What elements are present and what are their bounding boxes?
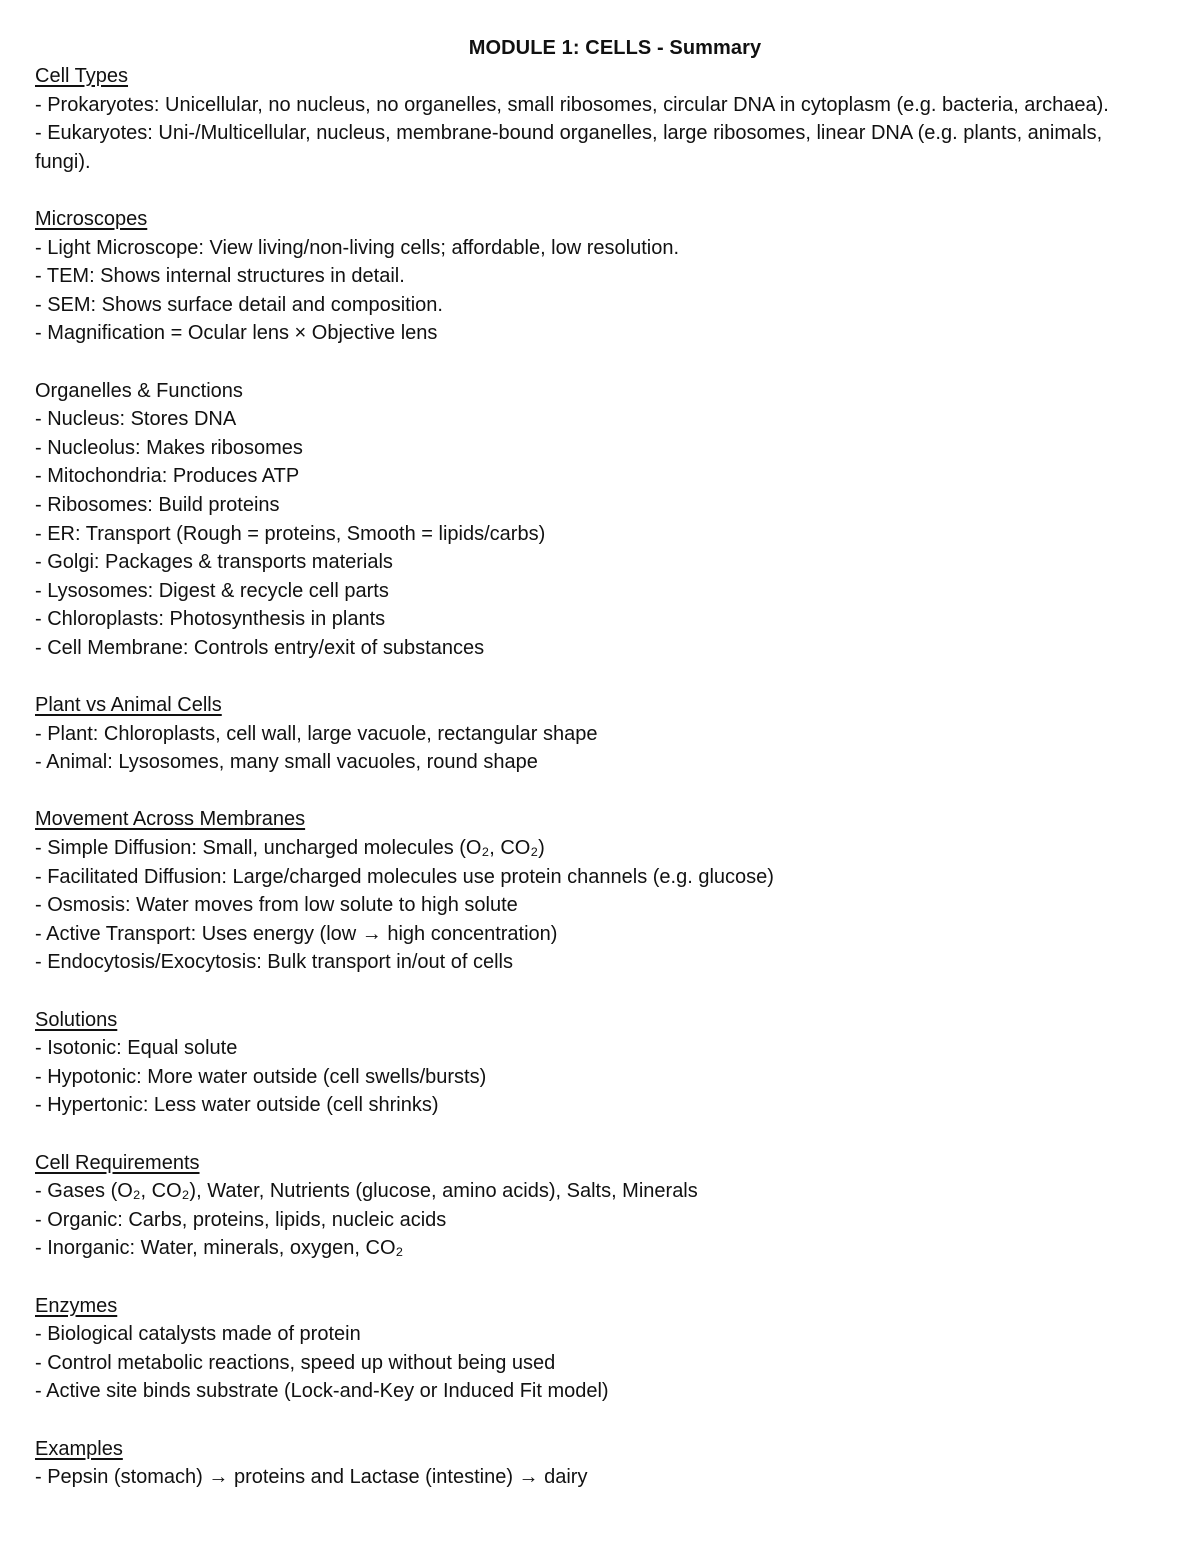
list-item: - Ribosomes: Build proteins bbox=[35, 493, 280, 516]
list-item: - Facilitated Diffusion: Large/charged molecules use protein channels (e.g. glucose) bbox=[35, 865, 774, 888]
section-enzymes bbox=[35, 1292, 1155, 1406]
list-item: - TEM: Shows internal structures in detail. bbox=[35, 265, 405, 288]
section-heading: Plant vs Animal Cells bbox=[35, 694, 222, 717]
section-examples bbox=[35, 1435, 1155, 1492]
list-item: - Organic: Carbs, proteins, lipids, nucleic acids bbox=[35, 1208, 447, 1231]
list-item: - Hypotonic: More water outside (cell swells/bursts) bbox=[35, 1065, 487, 1088]
section-heading: Cell Requirements bbox=[35, 1151, 200, 1174]
section-solutions bbox=[35, 1006, 1155, 1120]
section-heading: Microscopes bbox=[35, 207, 148, 230]
list-item: - Prokaryotes: Unicellular, no nucleus, no organelles, small ribosomes, circular DNA in cytoplasm (e.g. bacteria, archaea). bbox=[35, 93, 1109, 116]
list-item: - Golgi: Packages & transports materials bbox=[35, 551, 393, 574]
section-microscopes bbox=[35, 205, 1155, 348]
list-item: - Light Microscope: View living/non-living cells; affordable, low resolution. bbox=[35, 236, 680, 259]
section-heading: Cell Types bbox=[35, 65, 129, 87]
section-plant-vs-animal-cells bbox=[35, 691, 1155, 777]
list-item: - Endocytosis/Exocytosis: Bulk transport in/out of cells bbox=[35, 951, 513, 974]
section-heading: Solutions bbox=[35, 1008, 118, 1031]
list-item: - Isotonic: Equal solute bbox=[35, 1037, 238, 1060]
list-item: - Cell Membrane: Controls entry/exit of substances bbox=[35, 636, 485, 659]
section-cell-requirements bbox=[35, 1149, 1155, 1263]
list-item: - Chloroplasts: Photosynthesis in plants bbox=[35, 608, 386, 631]
section-movement-across-membranes bbox=[35, 805, 1155, 977]
list-item: - Control metabolic reactions, speed up without being used bbox=[35, 1351, 556, 1374]
list-item: - Eukaryotes: Uni-/Multicellular, nucleus, membrane-bound organelles, large ribosomes, linear DNA (e.g. plants, animals, fungi). bbox=[35, 122, 1103, 173]
section-heading: Organelles & Functions bbox=[35, 379, 243, 402]
list-item: - Active Transport: Uses energy (low → high concentration) bbox=[35, 922, 558, 945]
list-item: - Animal: Lysosomes, many small vacuoles, round shape bbox=[35, 751, 538, 774]
list-item: - Active site binds substrate (Lock-and-Key or Induced Fit model) bbox=[35, 1380, 609, 1403]
list-item: - Nucleolus: Makes ribosomes bbox=[35, 436, 303, 459]
list-item: - Magnification = Ocular lens × Objective lens bbox=[35, 322, 438, 345]
section-heading: Examples bbox=[35, 1437, 123, 1460]
list-item: - Pepsin (stomach) → proteins and Lactase (intestine) → dairy bbox=[35, 1466, 588, 1489]
section-heading: Enzymes bbox=[35, 1294, 118, 1317]
list-item: - Nucleus: Stores DNA bbox=[35, 408, 237, 431]
document-page bbox=[35, 34, 1155, 1520]
section-organelles-functions bbox=[35, 377, 1155, 663]
list-item: - SEM: Shows surface detail and composition. bbox=[35, 293, 443, 316]
section-cell-types bbox=[35, 62, 1155, 176]
page-title: MODULE 1: CELLS - Summary bbox=[468, 37, 762, 59]
list-item: - Mitochondria: Produces ATP bbox=[35, 465, 300, 488]
list-item: - Osmosis: Water moves from low solute to high solute bbox=[35, 894, 518, 917]
list-item: - Hypertonic: Less water outside (cell shrinks) bbox=[35, 1094, 439, 1117]
list-item: - Simple Diffusion: Small, uncharged molecules (O₂, CO₂) bbox=[35, 837, 545, 860]
section-heading: Movement Across Membranes bbox=[35, 808, 306, 831]
list-item: - Biological catalysts made of protein bbox=[35, 1323, 361, 1346]
list-item: - Lysosomes: Digest & recycle cell parts bbox=[35, 579, 389, 602]
list-item: - ER: Transport (Rough = proteins, Smooth = lipids/carbs) bbox=[35, 522, 546, 545]
list-item: - Gases (O₂, CO₂), Water, Nutrients (glucose, amino acids), Salts, Minerals bbox=[35, 1180, 698, 1203]
list-item: - Plant: Chloroplasts, cell wall, large vacuole, rectangular shape bbox=[35, 722, 598, 745]
list-item: - Inorganic: Water, minerals, oxygen, CO₂ bbox=[35, 1237, 404, 1260]
sections-container bbox=[35, 62, 1155, 1492]
